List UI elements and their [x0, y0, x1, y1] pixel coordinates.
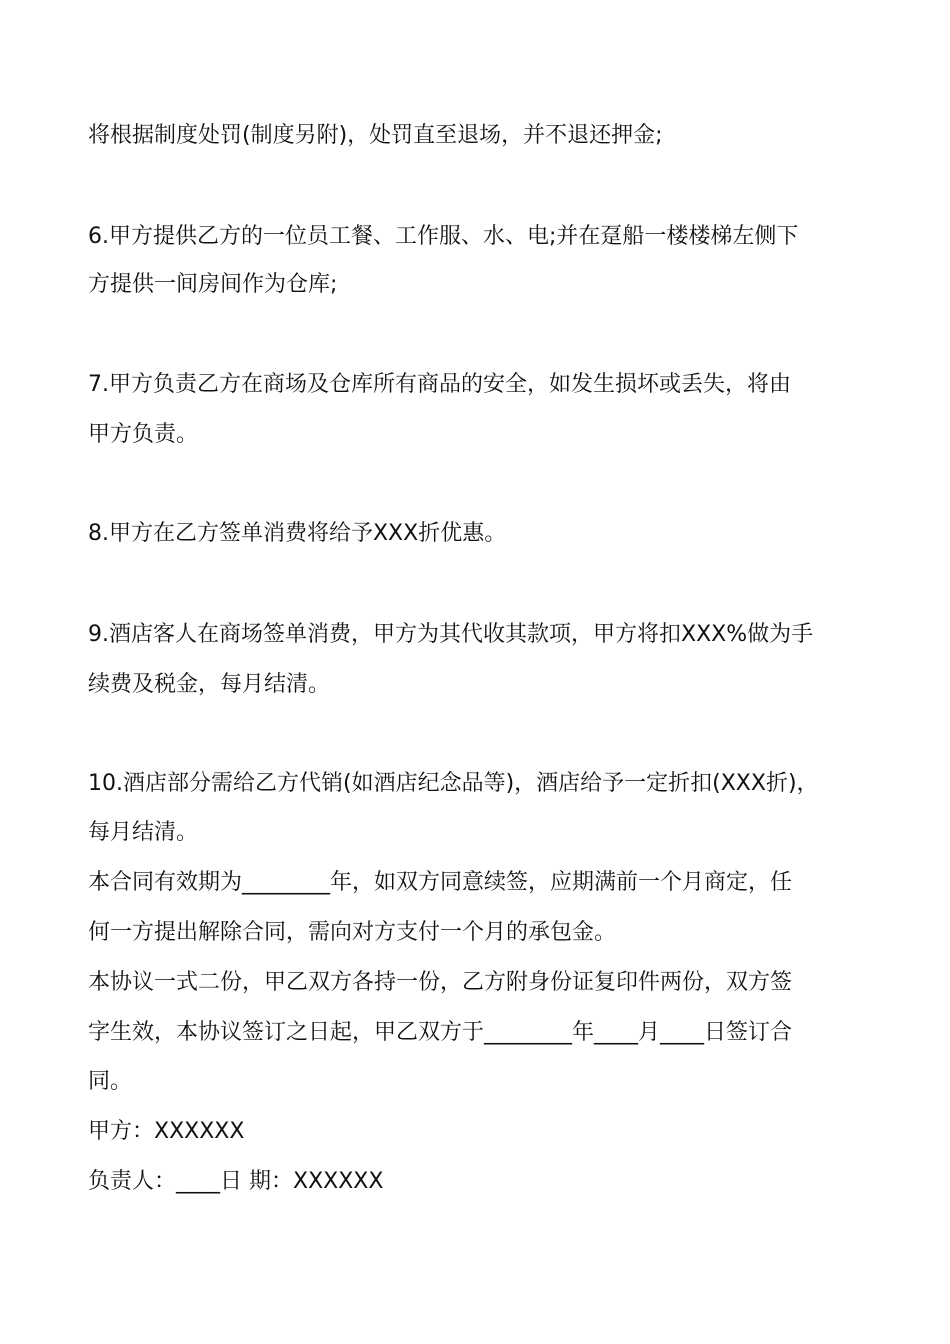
clause-6-line-1: 6.甲方提供乙方的一位员工餐、工作服、水、电;并在趸船一楼楼梯左侧下: [88, 224, 799, 249]
clause-5-continuation: 将根据制度处罚(制度另附)，处罚直至退场，并不退还押金;: [88, 123, 663, 148]
clause-9-line-1: 9.酒店客人在商场签单消费，甲方为其代收其款项，甲方将扣XXX%做为手: [88, 622, 814, 647]
clause-8: 8.甲方在乙方签单消费将给予XXX折优惠。: [88, 521, 507, 546]
clause-7-line-1: 7.甲方负责乙方在商场及仓库所有商品的安全，如发生损坏或丢失，将由: [88, 372, 791, 397]
party-a: 甲方：XXXXXX: [88, 1119, 245, 1144]
clause-6-line-2: 方提供一间房间作为仓库;: [88, 272, 338, 297]
clause-10-line-1: 10.酒店部分需给乙方代销(如酒店纪念品等)，酒店给予一定折扣(XXX折)，: [88, 771, 819, 796]
clause-9-line-2: 续费及税金，每月结清。: [88, 672, 331, 697]
copies-line-3: 同。: [88, 1069, 133, 1094]
copies-line-1: 本协议一式二份，甲乙双方各持一份，乙方附身份证复印件两份，双方签: [88, 970, 793, 995]
validity-line-2: 何一方提出解除合同，需向对方支付一个月的承包金。: [88, 920, 617, 945]
validity-line-1: 本合同有效期为________年，如双方同意续签，应期满前一个月商定，任: [88, 870, 793, 895]
clause-7-line-2: 甲方负责。: [88, 422, 199, 447]
responsible-person-date: 负责人：____日 期：XXXXXX: [88, 1169, 384, 1194]
clause-10-line-2: 每月结清。: [88, 820, 199, 845]
copies-line-2: 字生效，本协议签订之日起，甲乙双方于________年____月____日签订合: [88, 1020, 793, 1045]
